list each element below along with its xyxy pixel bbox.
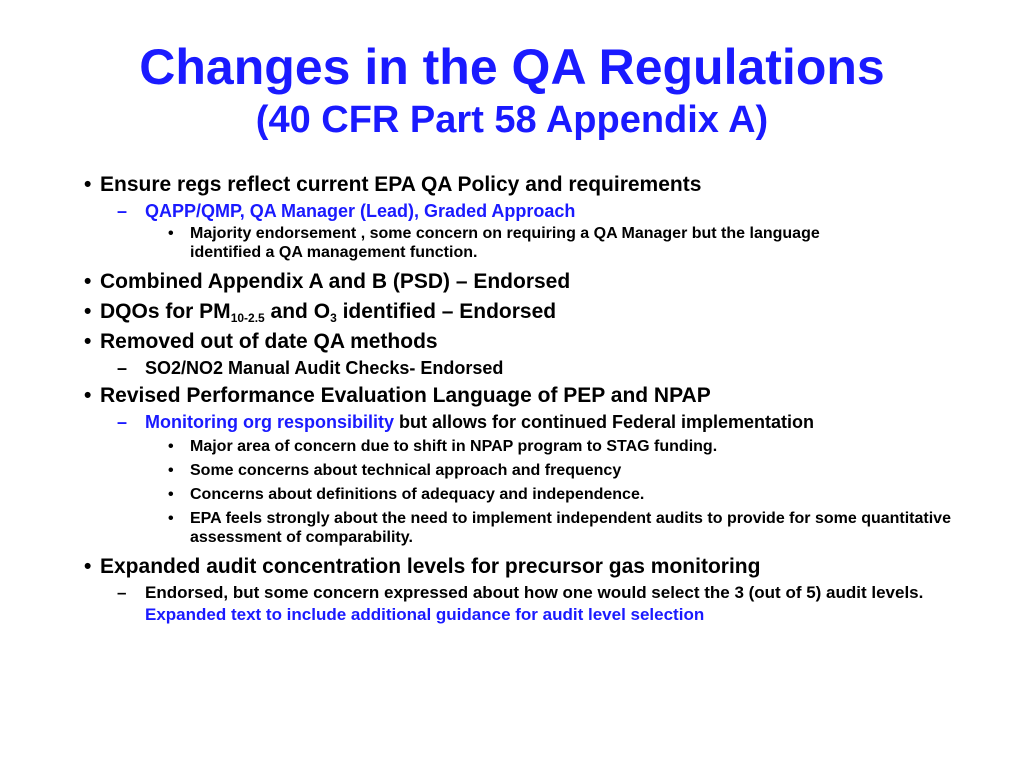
bullet-item <box>0 381 1024 411</box>
sub-sub-bullet-text: EPA feels strongly about the need to implement independent audits to provide for some quantitative assessment of comparability. <box>190 510 951 546</box>
bullet-text: Expanded audit concentration levels for precursor gas monitoring <box>100 555 761 578</box>
bullet-icon: • <box>168 438 174 455</box>
text-fragment: and O <box>264 300 331 323</box>
dash-icon: – <box>117 201 128 221</box>
highlight-text: Expanded text to include additional guidance for audit level selection <box>145 605 705 624</box>
sub-sub-bullet-text: Major area of concern due to shift in NPAP program to STAG funding. <box>190 438 718 455</box>
bullet-text <box>100 300 556 323</box>
bullet-text: Revised Performance Evaluation Language of PEP and NPAP <box>100 384 711 407</box>
sub-bullet-item <box>0 411 845 433</box>
slide-subtitle: (40 CFR Part 58 Appendix A) <box>255 99 769 141</box>
dash-icon: – <box>117 583 127 602</box>
subscript: 3 <box>330 311 337 325</box>
sub-bullet-text: QAPP/QMP, QA Manager (Lead), Graded Approach <box>145 201 576 221</box>
bullet-item <box>0 297 1024 327</box>
sub-bullet-text: SO2/NO2 Manual Audit Checks- Endorsed <box>145 358 504 378</box>
bullet-icon: • <box>84 330 92 353</box>
slide-title: Changes in the QA Regulations <box>139 39 885 95</box>
sub-sub-bullet-item <box>0 509 970 547</box>
bullet-icon: • <box>84 555 92 578</box>
sub-bullet-item <box>0 582 945 626</box>
sub-sub-bullet-item <box>0 461 890 480</box>
subscript: 10-2.5 <box>230 311 265 325</box>
slide-body <box>0 170 1024 628</box>
bullet-icon: • <box>84 173 92 196</box>
bullet-icon: • <box>168 510 174 527</box>
sub-sub-bullet-text: Majority endorsement , some concern on requiring a QA Manager but the language identified a QA management function. <box>190 225 820 261</box>
bullet-icon: • <box>84 270 92 293</box>
sub-sub-bullet-text: Concerns about definitions of adequacy and independence. <box>190 486 645 503</box>
bullet-item <box>0 552 1024 582</box>
sub-bullet-item <box>0 200 845 222</box>
bullet-icon: • <box>168 486 174 503</box>
dash-icon: – <box>117 412 128 432</box>
sub-sub-bullet-text: Some concerns about technical approach and frequency <box>190 462 622 479</box>
highlight-text: Monitoring org responsibility <box>145 412 394 432</box>
bullet-text: Ensure regs reflect current EPA QA Policy and requirements <box>100 173 702 196</box>
bullet-icon: • <box>84 300 92 323</box>
bullet-item <box>0 267 1024 297</box>
bullet-icon: • <box>168 462 174 479</box>
sub-bullet-item <box>0 357 845 379</box>
dash-icon: – <box>117 358 128 378</box>
sub-bullet-text: Endorsed, but some concern expressed about how one would select the 3 (out of 5) audit levels. <box>145 583 924 602</box>
bullet-icon: • <box>168 225 174 242</box>
bullet-icon: • <box>84 384 92 407</box>
sub-sub-bullet-item <box>0 485 890 504</box>
bullet-item <box>0 327 1024 357</box>
bullet-text: Removed out of date QA methods <box>100 330 438 353</box>
sub-sub-bullet-item <box>0 437 890 456</box>
text-fragment: identified – Endorsed <box>336 300 557 323</box>
text-fragment: DQOs for PM <box>100 300 231 323</box>
bullet-item <box>0 170 1024 200</box>
sub-bullet-text: but allows for continued Federal implementation <box>394 412 815 432</box>
slide-title-block <box>0 36 1024 142</box>
sub-sub-bullet-item <box>0 224 890 262</box>
bullet-text: Combined Appendix A and B (PSD) – Endorsed <box>100 270 571 293</box>
